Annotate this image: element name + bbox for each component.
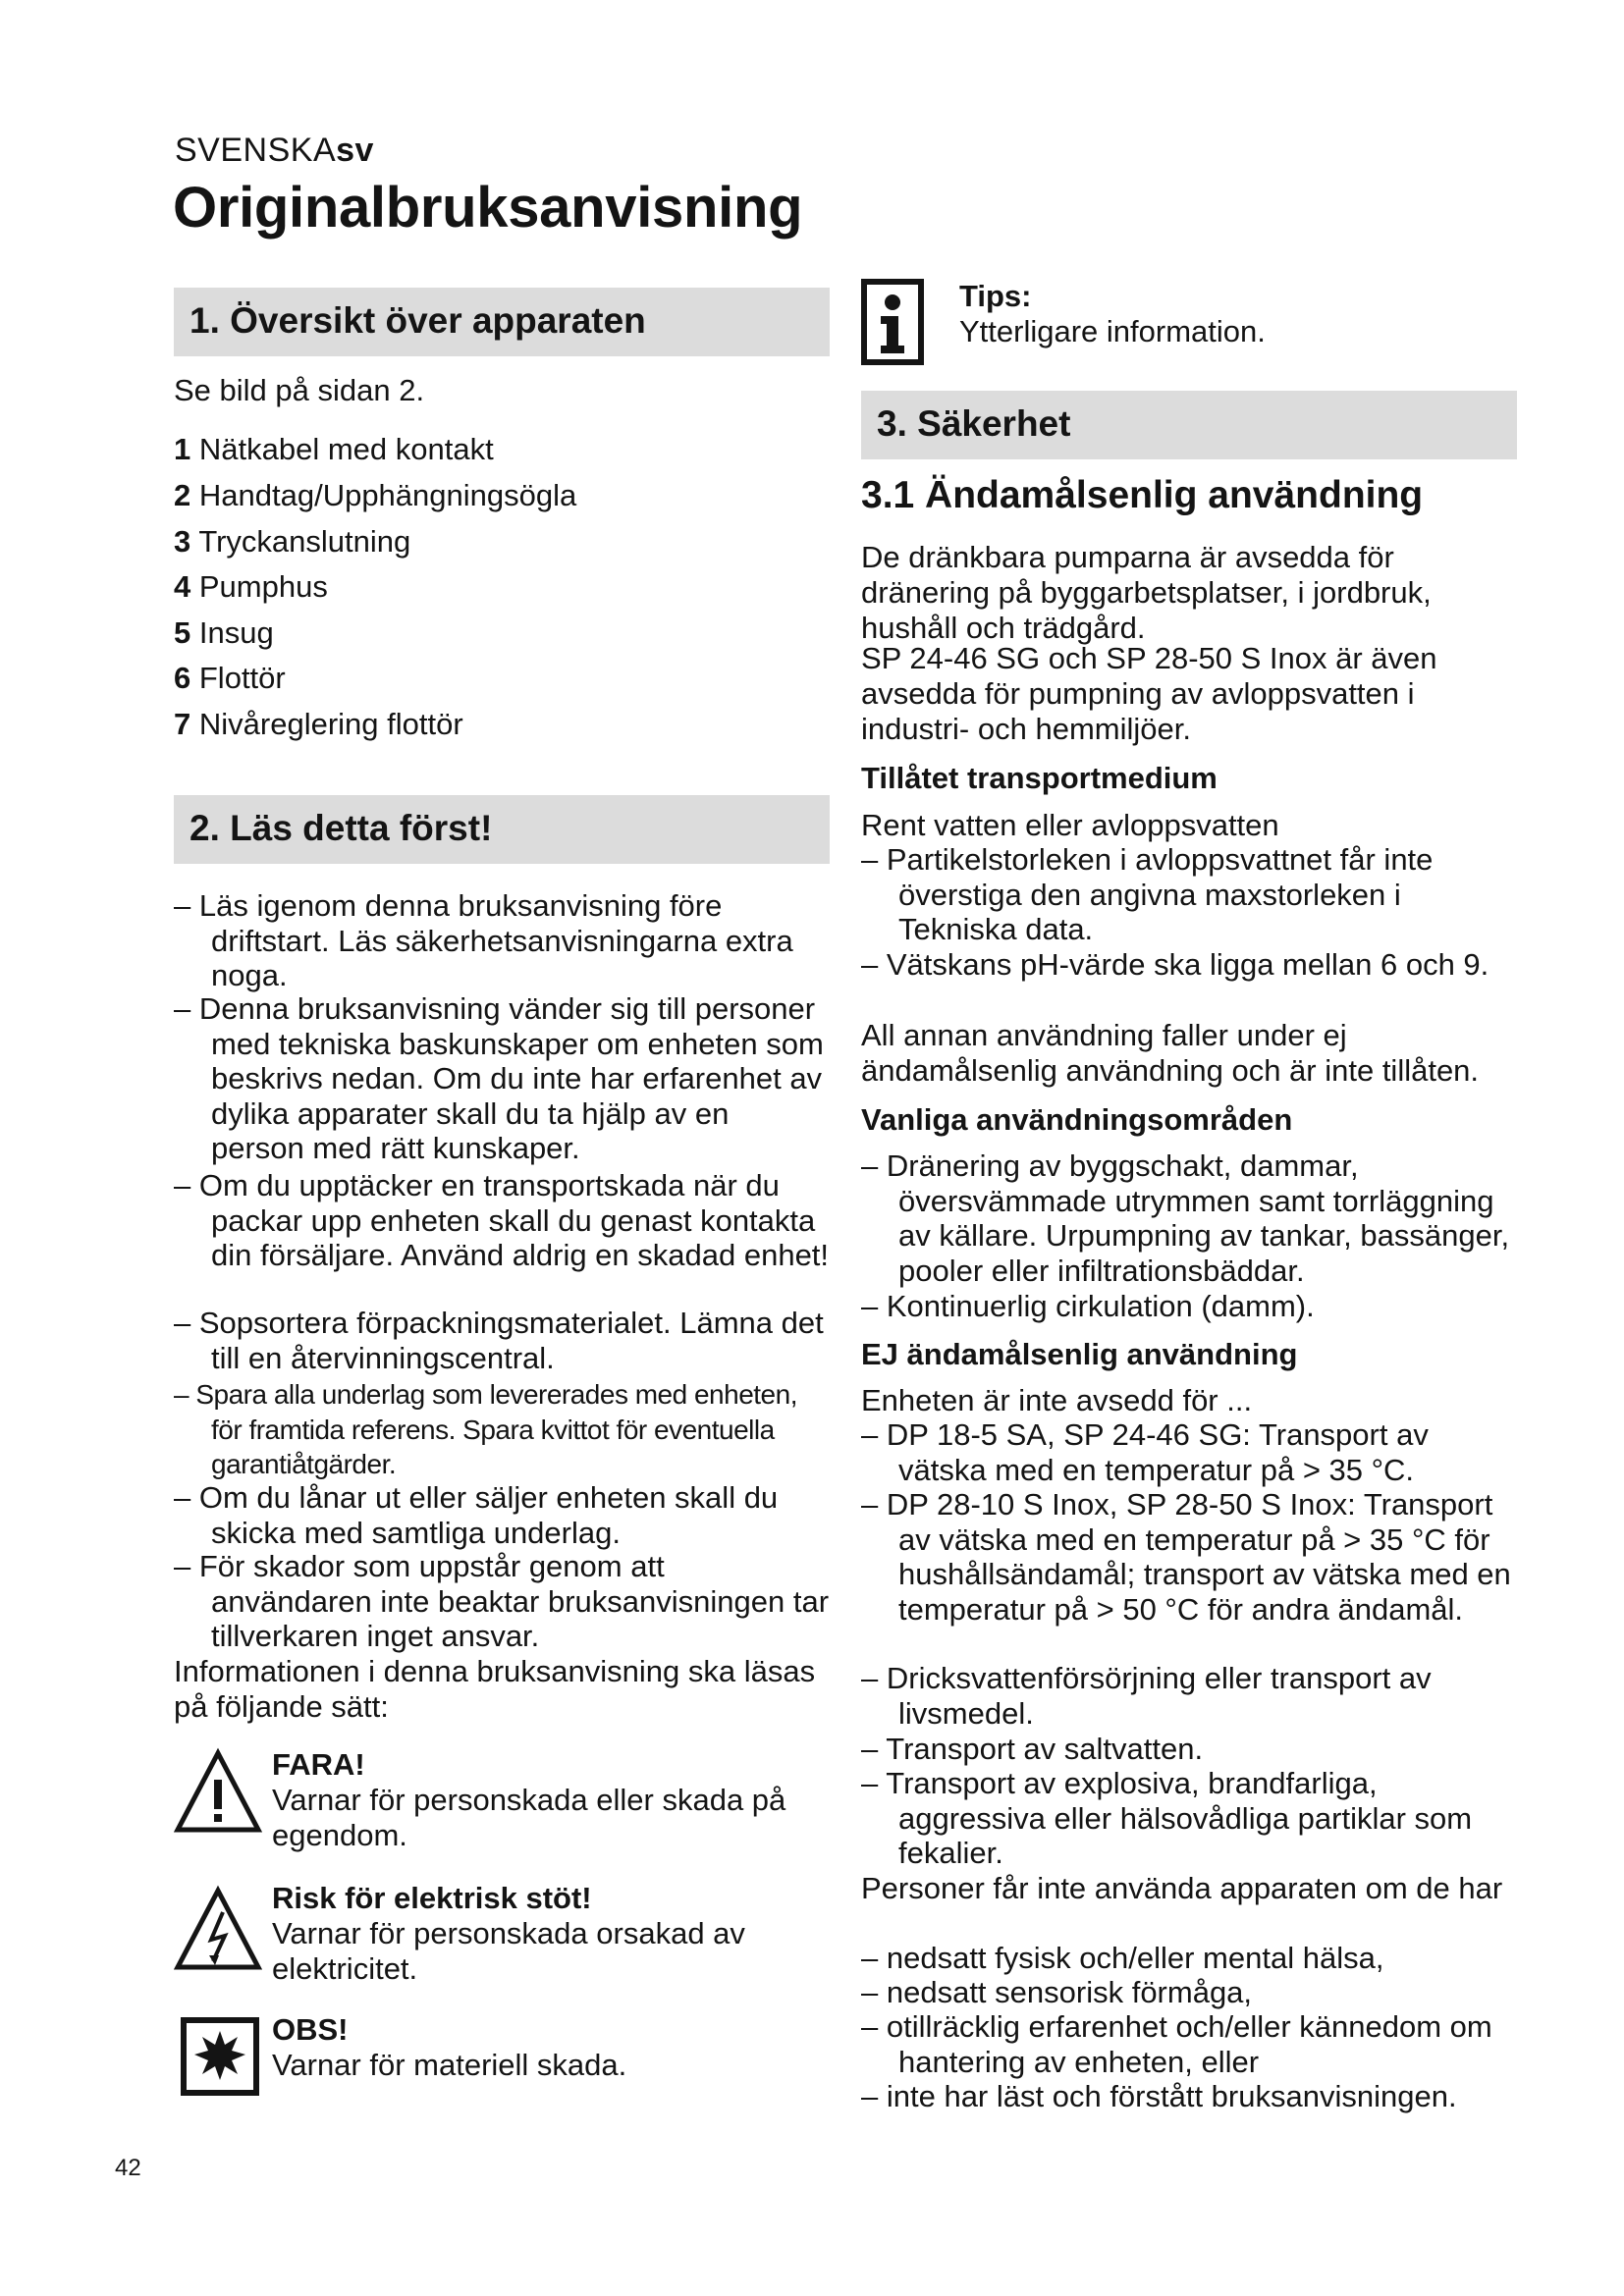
property-damage-icon (181, 2017, 259, 2096)
list-item: 3 Tryckanslutning (174, 524, 411, 559)
page-title: Originalbruksanvisning (173, 176, 803, 240)
tips-text: Ytterligare information. (959, 314, 1266, 348)
bullet-item: – Dricksvattenförsörjning eller transport av livsmedel. (861, 1661, 1432, 1731)
list-item: 1 Nätkabel med kontakt (174, 432, 494, 466)
improper-intro: Enheten är inte avsedd för ... (861, 1383, 1253, 1417)
tips-title: Tips: (959, 279, 1032, 313)
language-label (175, 132, 374, 170)
safety-intro-2: SP 24-46 SG och SP 28-50 S Inox är även avsedda för pumpning av avloppsvatten i industri- och hemmiljöer. (861, 641, 1437, 746)
bullet-item: – För skador som uppstår genom att användaren inte beaktar bruksanvisningen tar tillverkaren inget ansvar. (174, 1549, 830, 1653)
subsection-heading: 3.1 Ändamålsenlig användning (861, 474, 1424, 516)
symbol-text: Varnar för personskada orsakad av elektricitet. (272, 1916, 745, 1986)
bullet-item: – Kontinuerlig cirkulation (damm). (861, 1289, 1315, 1323)
other-use-text: All annan användning faller under ej ändamålsenlig användning och är inte tillåten. (861, 1018, 1480, 1088)
bullet-item: – Läs igenom denna bruksanvisning före driftstart. Läs säkerhetsanvisningarna extra noga. (174, 888, 793, 992)
bullet-item: – DP 18-5 SA, SP 24-46 SG: Transport av vätska med en temperatur på > 35 °C. (861, 1417, 1429, 1487)
bullet-item: – inte har läst och förstått bruksanvisningen. (861, 2079, 1457, 2113)
section-heading-read-first (174, 795, 830, 864)
info-text: Informationen i denna bruksanvisning ska läsas på följande sätt: (174, 1654, 816, 1724)
bullet-item: – otillräcklig erfarenhet och/eller kännedom om hantering av enheten, eller (861, 2009, 1492, 2079)
symbol-title: FARA! (272, 1747, 365, 1782)
section-heading-text: 1. Översikt över apparaten (189, 300, 646, 341)
bullet-item: – Denna bruksanvisning vänder sig till personer med tekniska baskunskaper om enheten som beskrivs nedan. Om du inte har erfarenhet av dylika apparater skall du ta hjälp av en person med rätt kunskaper. (174, 991, 824, 1165)
safety-intro-1: De dränkbara pumparna är avsedda för dränering på byggarbetsplatser, i jordbruk, hushåll och trädgård. (861, 540, 1432, 645)
bullet-item: – Transport av explosiva, brandfarliga, aggressiva eller hälsovådliga partiklar som fekalier. (861, 1766, 1473, 1870)
bullet-item: – Om du upptäcker en transportskada när du packar upp enheten skall du genast kontakta din försäljare. Använd aldrig en skadad enhet! (174, 1168, 830, 1272)
bullet-item: – Om du lånar ut eller säljer enheten skall du skicka med samtliga underlag. (174, 1480, 779, 1550)
persons-text: Personer får inte använda apparaten om de har (861, 1871, 1503, 1905)
symbol-text: Varnar för personskada eller skada på egendom. (272, 1783, 786, 1852)
list-item: 7 Nivåreglering flottör (174, 707, 463, 741)
bullet-item: – Transport av saltvatten. (861, 1732, 1204, 1766)
bullet-item: – DP 28-10 S Inox, SP 28-50 S Inox: Transport av vätska med en temperatur på > 35 °C för hushållsändamål; transport av vätska med en temperatur på > 50 °C för andra ändamål. (861, 1487, 1511, 1627)
overview-intro: Se bild på sidan 2. (174, 373, 425, 407)
language-code: sv (336, 132, 374, 169)
common-use-heading: Vanliga användningsområden (861, 1102, 1293, 1137)
list-item: 6 Flottör (174, 661, 286, 695)
electric-shock-icon (174, 1885, 262, 1973)
bullet-item: – Dränering av byggschakt, dammar, översvämmade utrymmen samt torrläggning av källare. Urpumpning av tankar, bassänger, pooler eller infiltrationsbäddar. (861, 1148, 1510, 1288)
section-heading-overview (174, 288, 830, 356)
info-icon (861, 279, 924, 365)
improper-use-heading: EJ ändamålsenlig användning (861, 1337, 1298, 1371)
section-heading-text: 3. Säkerhet (877, 403, 1071, 444)
section-heading-text: 2. Läs detta först! (189, 808, 493, 848)
medium-heading: Tillåtet transportmedium (861, 761, 1218, 795)
warning-triangle-icon (174, 1747, 262, 1836)
list-item: 4 Pumphus (174, 569, 328, 604)
section-heading-safety (861, 391, 1517, 459)
list-item: 2 Handtag/Upphängningsögla (174, 478, 577, 512)
bullet-item: – Partikelstorleken i avloppsvattnet får inte överstiga den angivna maxstorleken i Tekniska data. (861, 842, 1434, 946)
bullet-item: – nedsatt sensorisk förmåga, (861, 1975, 1253, 2009)
bullet-item: – Spara alla underlag som levererades med enheten, för framtida referens. Spara kvittot för eventuella garantiåtgärder. (174, 1379, 797, 1479)
bullet-item: – nedsatt fysisk och/eller mental hälsa, (861, 1941, 1384, 1975)
bullet-item: – Sopsortera förpackningsmaterialet. Lämna det till en återvinningscentral. (174, 1306, 824, 1375)
page-number: 42 (115, 2155, 141, 2181)
bullet-item: – Vätskans pH-värde ska ligga mellan 6 och 9. (861, 947, 1489, 982)
list-item: 5 Insug (174, 615, 274, 650)
symbol-title: Risk för elektrisk stöt! (272, 1881, 592, 1915)
language-name: SVENSKA (175, 132, 337, 169)
symbol-title: OBS! (272, 2012, 349, 2047)
symbol-text: Varnar för materiell skada. (272, 2048, 627, 2082)
medium-text: Rent vatten eller avloppsvatten (861, 808, 1279, 842)
